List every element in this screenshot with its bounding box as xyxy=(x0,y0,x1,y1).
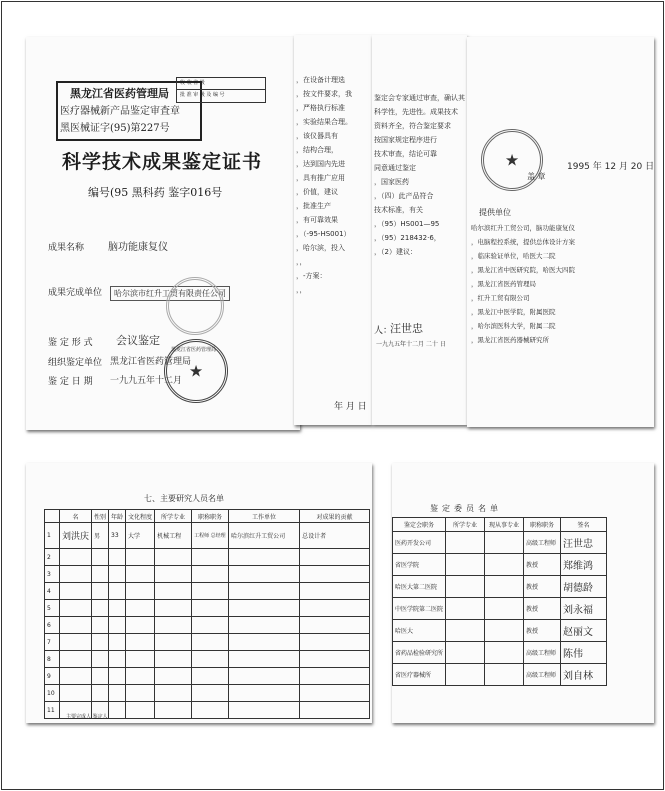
table-row xyxy=(393,664,607,686)
handwritten-line: ，黑龙江中医学院，附属医院 xyxy=(471,308,556,316)
seal-star-icon: ★ xyxy=(504,150,520,170)
empty-cell xyxy=(92,668,109,685)
cell-unit: 哈尔滨红升工贸公司 xyxy=(229,523,300,549)
handwritten-line: 同意通过鉴定 xyxy=(374,164,416,172)
empty-cell xyxy=(300,566,370,583)
empty-cell xyxy=(192,651,229,668)
cell-signature: 胡德龄 xyxy=(561,576,607,598)
stamp-authority: 黑龙江省医药管理局 xyxy=(70,87,169,100)
empty-cell xyxy=(229,617,300,634)
empty-cell xyxy=(126,617,155,634)
table-row xyxy=(393,532,607,554)
row-number: 10 xyxy=(45,685,60,702)
empty-cell xyxy=(92,583,109,600)
empty-cell xyxy=(109,651,126,668)
empty-cell xyxy=(109,668,126,685)
cell-unit: 哈医大第二医院 xyxy=(393,576,446,598)
stamp-doc-no: 黑医械证字(95)第227号 xyxy=(60,123,170,134)
empty-cell xyxy=(446,664,485,686)
empty-cell xyxy=(446,576,485,598)
empty-cell xyxy=(446,532,485,554)
handwritten-line: ，黑龙江省医药器械研究所 xyxy=(471,336,549,344)
header-cell: 名 xyxy=(60,510,92,523)
empty-cell xyxy=(229,566,300,583)
empty-cell xyxy=(60,668,92,685)
empty-cell xyxy=(155,600,192,617)
handwritten-line: ，哈尔滨医科大学，附属二院 xyxy=(471,322,556,330)
signature-label: 人： xyxy=(374,326,393,336)
header-cell: 年龄 xyxy=(109,510,126,523)
handwritten-line: ，价值，建议 xyxy=(296,188,338,196)
empty-cell xyxy=(229,600,300,617)
cell-title: 工程师 总经理 xyxy=(192,523,229,549)
empty-cell xyxy=(92,600,109,617)
cell-rank: 教授 xyxy=(524,620,561,642)
official-seal xyxy=(164,339,228,403)
empty-cell xyxy=(446,642,485,664)
empty-cell xyxy=(92,549,109,566)
handwritten-line: ，达到国内先进 xyxy=(296,160,345,168)
empty-cell xyxy=(300,668,370,685)
empty-cell xyxy=(92,634,109,651)
personnel-title: 七、主要研究人员名单 xyxy=(144,494,224,503)
empty-cell xyxy=(485,532,524,554)
empty-cell xyxy=(60,685,92,702)
personnel-table xyxy=(44,509,370,719)
empty-cell xyxy=(109,617,126,634)
row-number: 2 xyxy=(45,549,60,566)
empty-cell xyxy=(229,651,300,668)
cell-unit: 省医学院 xyxy=(393,554,446,576)
empty-cell xyxy=(109,600,126,617)
cell-gender: 男 xyxy=(92,523,109,549)
seal-label: 盖 章 xyxy=(527,172,546,181)
stamp-committee: 医疗器械新产品鉴定审査章 xyxy=(60,106,180,117)
header-cell: 职称职务 xyxy=(524,518,561,532)
empty-cell xyxy=(155,668,192,685)
handwritten-line: 鉴定会专家通过审查，确认其 xyxy=(374,94,465,102)
empty-cell xyxy=(229,549,300,566)
handwritten-line: 科学性，先进性。成果技术 xyxy=(374,108,458,116)
empty-cell xyxy=(126,549,155,566)
row-number: 6 xyxy=(45,617,60,634)
header-cell: 职称职务 xyxy=(192,510,229,523)
cell-rank: 教授 xyxy=(524,576,561,598)
header-cell xyxy=(45,510,60,523)
cell-unit: 省药品检验研究所 xyxy=(393,642,446,664)
personnel-footer: 主要完成人 鉴定人 xyxy=(66,714,108,720)
empty-cell xyxy=(109,583,126,600)
receipt-row: 批 准 审 级 及 编 号 xyxy=(180,92,225,98)
field-label: 鉴 定 日 期 xyxy=(48,377,93,387)
opinion-page-2 xyxy=(372,35,467,425)
header-cell: 现从事专业 xyxy=(485,518,524,532)
row-number: 11 xyxy=(45,702,60,719)
handwritten-line: ，有可靠效果 xyxy=(296,216,338,224)
committee-table xyxy=(392,517,607,686)
handwritten-line: ，具有推广应用 xyxy=(296,174,345,182)
empty-cell xyxy=(109,566,126,583)
cell-unit: 医药开发公司 xyxy=(393,532,446,554)
cell-contribution: 总设计者 xyxy=(300,523,370,549)
empty-cell xyxy=(485,554,524,576)
cover-page xyxy=(26,37,300,430)
empty-cell xyxy=(300,549,370,566)
empty-cell xyxy=(92,651,109,668)
empty-cell xyxy=(155,566,192,583)
table-row xyxy=(45,668,370,685)
handwritten-line: ，该仪器具有 xyxy=(296,132,338,140)
empty-cell xyxy=(155,651,192,668)
handwritten-line: 技术审查，结论可靠 xyxy=(374,150,437,158)
empty-cell xyxy=(60,583,92,600)
cell-rank: 高级工程师 xyxy=(524,664,561,686)
handwritten-line: 按国家规定程序进行 xyxy=(374,136,437,144)
empty-cell xyxy=(155,549,192,566)
table-row xyxy=(45,566,370,583)
cell-name: 刘洪庆 xyxy=(60,523,92,549)
table-header-row xyxy=(393,518,607,532)
header-cell: 所学专业 xyxy=(155,510,192,523)
faint-seal xyxy=(166,277,224,335)
empty-cell xyxy=(60,634,92,651)
empty-cell xyxy=(192,549,229,566)
page4-date: 1995 年 12 月 20 日 xyxy=(567,162,654,172)
field-value: 哈尔滨市红升工贸有限责任公司 xyxy=(110,286,230,301)
row-number: 7 xyxy=(45,634,60,651)
row-number: 3 xyxy=(45,566,60,583)
table-row xyxy=(45,617,370,634)
certificate-number: 编号(95 黑科药 鉴字016号 xyxy=(88,186,223,199)
field-value: 脑功能康复仪 xyxy=(108,242,168,253)
handwritten-line: ，严格执行标准 xyxy=(296,104,345,112)
empty-cell xyxy=(192,583,229,600)
empty-cell xyxy=(192,617,229,634)
field-label: 组织鉴定单位 xyxy=(48,358,103,368)
row-number: 1 xyxy=(45,523,60,549)
handwritten-line: ，电脑程控系统，提供总体设计方案 xyxy=(471,238,575,246)
empty-cell xyxy=(192,600,229,617)
handwritten-line: ，结构合理， xyxy=(296,146,338,154)
row-number: 8 xyxy=(45,651,60,668)
field-value: 黑龙江省医药管理局 xyxy=(110,357,192,367)
cell-signature: 赵丽文 xyxy=(561,620,607,642)
cell-signature: 陈伟 xyxy=(561,642,607,664)
handwritten-line: ，（95）HS001—95 xyxy=(374,220,440,228)
empty-cell xyxy=(126,702,155,719)
cell-rank: 高级工程师 xyxy=(524,532,561,554)
seal-star-icon: ★ xyxy=(188,361,204,381)
cell-rank: 教授 xyxy=(524,554,561,576)
table-row xyxy=(45,549,370,566)
handwritten-line: ，按文件要求，我 xyxy=(296,90,352,98)
table-row xyxy=(393,576,607,598)
empty-cell xyxy=(60,617,92,634)
cell-edu: 大学 xyxy=(126,523,155,549)
handwritten-line: ，黑龙江省医药管理局 xyxy=(471,280,536,288)
cell-signature: 刘自林 xyxy=(561,664,607,686)
handwritten-line: ，（2）建议： xyxy=(374,248,417,256)
empty-cell xyxy=(446,620,485,642)
table-row xyxy=(393,598,607,620)
cell-signature: 郑维鸿 xyxy=(561,554,607,576)
field-value: 会议鉴定 xyxy=(116,334,160,347)
header-cell: 文化程度 xyxy=(126,510,155,523)
empty-cell xyxy=(300,600,370,617)
field-label: 鉴 定 形 式 xyxy=(48,338,93,348)
receipt-row: 收 收 省 级 xyxy=(177,78,265,90)
empty-cell xyxy=(60,600,92,617)
empty-cell xyxy=(155,634,192,651)
page3-date: 一九九五年十二月 二十 日 xyxy=(376,341,446,348)
empty-cell xyxy=(192,668,229,685)
handwritten-line: 哈尔滨红升工贸公司，脑功能康复仪 xyxy=(471,224,575,232)
cell-unit: 哈医大 xyxy=(393,620,446,642)
empty-cell xyxy=(155,702,192,719)
field-label: 成果完成单位 xyxy=(48,288,103,298)
handwritten-line: ，（-95-HS001） xyxy=(296,230,351,238)
empty-cell xyxy=(446,554,485,576)
empty-cell xyxy=(60,549,92,566)
table-row xyxy=(45,600,370,617)
empty-cell xyxy=(109,702,126,719)
empty-cell xyxy=(300,634,370,651)
field-label: 成果名称 xyxy=(48,243,85,253)
section-heading: 提供单位 xyxy=(479,208,511,217)
receipt-box xyxy=(176,77,266,103)
seal-text: 黑龙江省医药管理局 xyxy=(171,347,217,353)
handwritten-line: ，（95）218432·6， xyxy=(374,234,441,242)
header-cell: 签名 xyxy=(561,518,607,532)
empty-cell xyxy=(109,685,126,702)
cell-signature: 刘永福 xyxy=(561,598,607,620)
cell-unit: 中医学院第二医院 xyxy=(393,598,446,620)
empty-cell xyxy=(92,685,109,702)
handwritten-line: ，哈尔滨，投入 xyxy=(296,244,345,252)
cell-unit: 省医疗器械所 xyxy=(393,664,446,686)
handwritten-line: ，黑龙江省中医研究院，哈医大四院 xyxy=(471,266,575,274)
table-row xyxy=(393,554,607,576)
empty-cell xyxy=(300,685,370,702)
empty-cell xyxy=(126,566,155,583)
empty-cell xyxy=(229,634,300,651)
row-number: 4 xyxy=(45,583,60,600)
header-cell: 所学专业 xyxy=(446,518,485,532)
handwritten-line: ，（四）此产品符合 xyxy=(374,192,434,200)
empty-cell xyxy=(155,583,192,600)
empty-cell xyxy=(300,702,370,719)
empty-cell xyxy=(300,583,370,600)
empty-cell xyxy=(155,685,192,702)
empty-cell xyxy=(229,668,300,685)
empty-cell xyxy=(485,576,524,598)
empty-cell xyxy=(155,617,192,634)
empty-cell xyxy=(192,685,229,702)
empty-cell xyxy=(126,651,155,668)
table-header-row xyxy=(45,510,370,523)
table-row xyxy=(393,620,607,642)
handwritten-line: ，， xyxy=(296,286,307,294)
cell-signature: 汪世忠 xyxy=(561,532,607,554)
table-row xyxy=(393,642,607,664)
handwritten-line: ，批准生产 xyxy=(296,202,331,210)
table-row xyxy=(45,651,370,668)
empty-cell xyxy=(60,566,92,583)
empty-cell xyxy=(109,549,126,566)
empty-cell xyxy=(126,600,155,617)
empty-cell xyxy=(60,651,92,668)
cell-rank: 教授 xyxy=(524,598,561,620)
certificate-title: 科学技术成果鉴定证书 xyxy=(62,151,263,173)
table-row xyxy=(45,523,370,549)
empty-cell xyxy=(126,668,155,685)
header-cell: 性别 xyxy=(92,510,109,523)
committee-page xyxy=(392,463,654,723)
empty-cell xyxy=(192,566,229,583)
empty-cell xyxy=(485,664,524,686)
empty-cell xyxy=(126,583,155,600)
cell-major: 机械工程 xyxy=(155,523,192,549)
handwritten-line: 技术标准，有关 xyxy=(374,206,423,214)
table-row xyxy=(45,685,370,702)
cell-rank: 高级工程师 xyxy=(524,642,561,664)
empty-cell xyxy=(229,702,300,719)
handwritten-line: 资料齐全，符合鉴定要求 xyxy=(374,122,451,130)
handwritten-line: ，实验结果合理。 xyxy=(296,118,352,126)
empty-cell xyxy=(192,634,229,651)
empty-cell xyxy=(485,598,524,620)
header-cell: 工作单位 xyxy=(229,510,300,523)
signature: 汪世忠 xyxy=(390,322,423,335)
cell-age: 33 xyxy=(109,523,126,549)
handwritten-line: ，红升工贸有限公司 xyxy=(471,294,530,302)
empty-cell xyxy=(126,685,155,702)
empty-cell xyxy=(446,598,485,620)
committee-title: 鉴定委员名单 xyxy=(430,504,502,513)
empty-cell xyxy=(109,634,126,651)
handwritten-line: ，， xyxy=(296,258,307,266)
handwritten-line: ，-方案： xyxy=(296,272,327,280)
handwritten-line: ，国家医药 xyxy=(374,178,409,186)
personnel-page xyxy=(26,463,372,723)
empty-cell xyxy=(126,634,155,651)
header-cell: 鉴定会职务 xyxy=(393,518,446,532)
unit-page xyxy=(467,37,654,427)
empty-cell xyxy=(229,685,300,702)
empty-cell xyxy=(192,702,229,719)
handwritten-line: ，在设备计理选 xyxy=(296,76,345,84)
empty-cell xyxy=(485,642,524,664)
handwritten-line: ，临床验证单位，哈医大二院 xyxy=(471,252,556,260)
row-number: 9 xyxy=(45,668,60,685)
empty-cell xyxy=(92,566,109,583)
empty-cell xyxy=(300,651,370,668)
row-number: 5 xyxy=(45,600,60,617)
field-value: 一九九五年十二月 xyxy=(110,376,183,386)
page2-footer: 年 月 日 xyxy=(334,402,367,412)
table-row xyxy=(45,634,370,651)
table-row xyxy=(45,583,370,600)
empty-cell xyxy=(485,620,524,642)
opinion-page-1 xyxy=(294,35,372,425)
empty-cell xyxy=(92,617,109,634)
empty-cell xyxy=(300,617,370,634)
header-cell: 对成果的贡献 xyxy=(300,510,370,523)
empty-cell xyxy=(229,583,300,600)
